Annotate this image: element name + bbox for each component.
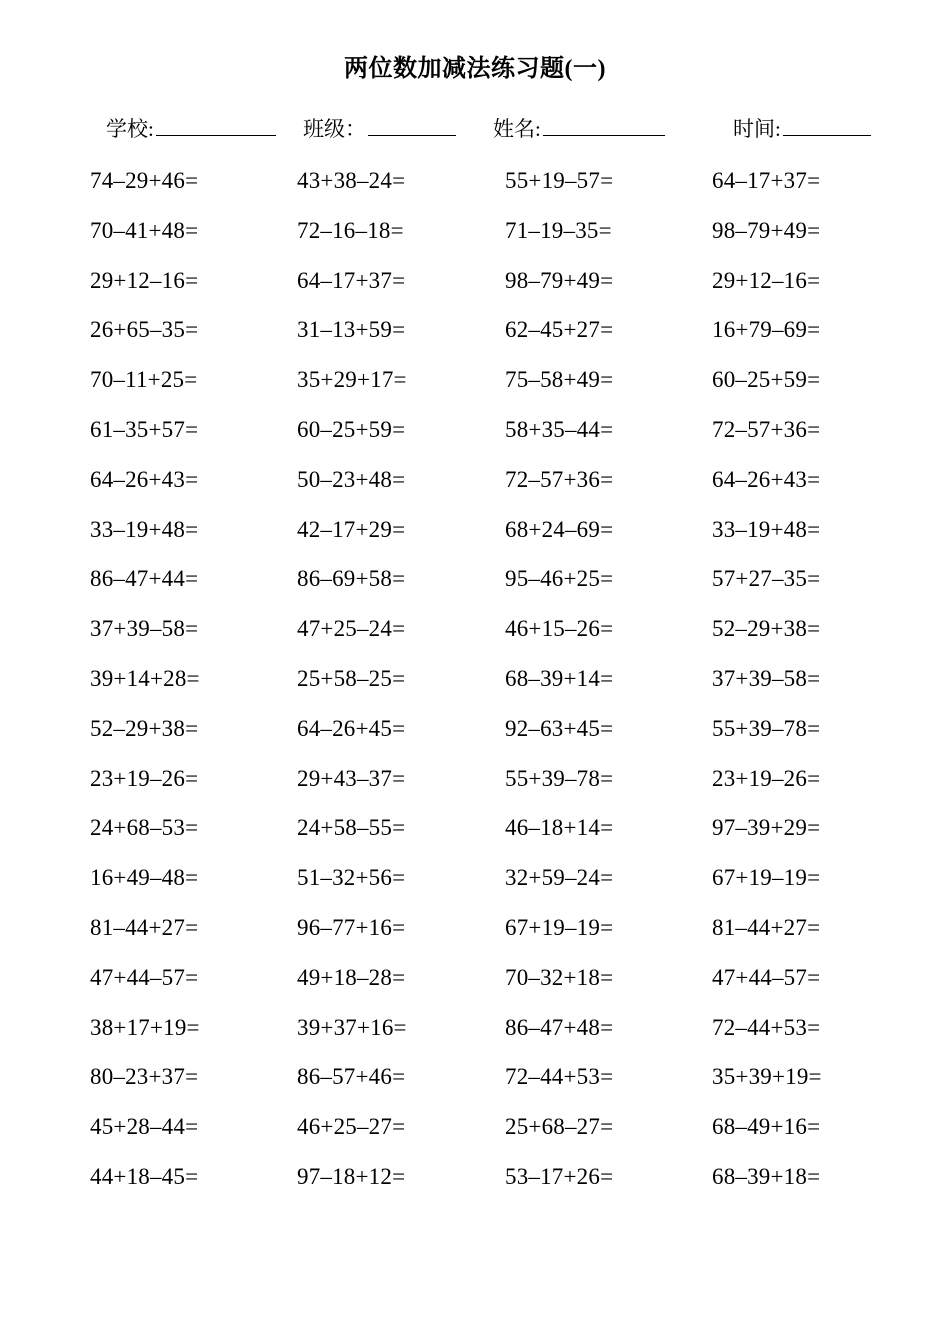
school-label: 学校: — [106, 117, 154, 141]
math-problem: 53–17+26= — [505, 1163, 614, 1189]
class-blank-line[interactable] — [368, 113, 456, 136]
problem-row — [0, 865, 950, 915]
time-label: 时间: — [733, 117, 781, 141]
school-field — [106, 113, 276, 143]
math-problem: 86–57+46= — [297, 1064, 406, 1090]
math-problem: 29+12–16= — [712, 267, 821, 293]
math-problem: 97–18+12= — [297, 1163, 406, 1189]
problem-row — [0, 1164, 950, 1214]
problem-row — [0, 517, 950, 567]
name-label: 姓名: — [493, 117, 541, 141]
math-problem: 45+28–44= — [90, 1114, 199, 1140]
problem-row — [0, 1114, 950, 1164]
math-problem: 98–79+49= — [505, 267, 614, 293]
math-problem: 68–39+18= — [712, 1163, 821, 1189]
name-blank-line[interactable] — [543, 113, 665, 136]
math-problem: 86–47+48= — [505, 1014, 614, 1040]
math-problem: 75–58+49= — [505, 367, 614, 393]
math-problem: 96–77+16= — [297, 914, 406, 940]
math-problem: 42–17+29= — [297, 516, 406, 542]
math-problem: 68+24–69= — [505, 516, 614, 542]
math-problem: 33–19+48= — [90, 516, 199, 542]
problem-row — [0, 965, 950, 1015]
math-problem: 16+49–48= — [90, 865, 199, 891]
math-problem: 60–25+59= — [297, 416, 406, 442]
math-problem: 62–45+27= — [505, 317, 614, 343]
math-problem: 64–26+43= — [712, 466, 821, 492]
math-problem: 39+37+16= — [297, 1014, 407, 1040]
math-problem: 72–16–18= — [297, 217, 404, 243]
math-problem: 55+39–78= — [505, 765, 614, 791]
problem-row — [0, 666, 950, 716]
student-info-row — [0, 113, 950, 143]
problem-row — [0, 367, 950, 417]
math-problem: 25+58–25= — [297, 665, 406, 691]
math-problem: 31–13+59= — [297, 317, 406, 343]
math-problem: 52–29+38= — [90, 715, 199, 741]
problem-row — [0, 1064, 950, 1114]
problem-row — [0, 616, 950, 666]
math-problem: 72–57+36= — [505, 466, 614, 492]
math-problem: 61–35+57= — [90, 416, 199, 442]
problem-row — [0, 218, 950, 268]
math-problem: 35+29+17= — [297, 367, 407, 393]
math-problem: 23+19–26= — [90, 765, 199, 791]
problem-row — [0, 716, 950, 766]
class-field — [303, 113, 456, 143]
math-problem: 55+39–78= — [712, 715, 821, 741]
math-problem: 64–26+45= — [297, 715, 406, 741]
math-problem: 64–17+37= — [297, 267, 406, 293]
math-problem: 47+44–57= — [712, 964, 821, 990]
math-problem: 70–32+18= — [505, 964, 614, 990]
math-problem: 44+18–45= — [90, 1163, 199, 1189]
time-blank-line[interactable] — [783, 113, 871, 136]
math-problem: 55+19–57= — [505, 168, 614, 193]
math-problem: 37+39–58= — [90, 616, 199, 642]
math-problem: 86–69+58= — [297, 566, 406, 592]
problem-row — [0, 1015, 950, 1065]
math-problem: 37+39–58= — [712, 665, 821, 691]
math-problem: 80–23+37= — [90, 1064, 199, 1090]
math-problem: 74–29+46= — [90, 168, 199, 193]
problem-row — [0, 268, 950, 318]
math-problem: 16+79–69= — [712, 317, 821, 343]
math-problem: 39+14+28= — [90, 665, 200, 691]
problem-row — [0, 417, 950, 467]
math-problem: 33–19+48= — [712, 516, 821, 542]
math-problem: 70–41+48= — [90, 217, 199, 243]
problem-row — [0, 168, 950, 218]
math-problem: 95–46+25= — [505, 566, 614, 592]
math-problem: 25+68–27= — [505, 1114, 614, 1140]
page-title: 两位数加减法练习题(一) — [344, 56, 606, 82]
math-problem: 70–11+25= — [90, 367, 198, 393]
math-problem: 97–39+29= — [712, 815, 821, 841]
math-problem: 68–39+14= — [505, 665, 614, 691]
math-problem: 29+43–37= — [297, 765, 406, 791]
math-problem: 57+27–35= — [712, 566, 821, 592]
math-problem: 35+39+19= — [712, 1064, 822, 1090]
math-problem: 68–49+16= — [712, 1114, 821, 1140]
math-problem: 46–18+14= — [505, 815, 614, 841]
math-problem: 81–44+27= — [90, 914, 199, 940]
math-problem: 46+15–26= — [505, 616, 614, 642]
problem-row — [0, 467, 950, 517]
math-problem: 24+58–55= — [297, 815, 406, 841]
math-problem: 50–23+48= — [297, 466, 406, 492]
math-problem: 51–32+56= — [297, 865, 406, 891]
math-problem: 26+65–35= — [90, 317, 199, 343]
math-problem: 32+59–24= — [505, 865, 614, 891]
math-problem: 72–44+53= — [712, 1014, 821, 1040]
math-problem: 60–25+59= — [712, 367, 821, 393]
math-problem: 24+68–53= — [90, 815, 199, 841]
math-problem: 92–63+45= — [505, 715, 614, 741]
problem-row — [0, 566, 950, 616]
problem-row — [0, 815, 950, 865]
math-problem: 64–17+37= — [712, 168, 821, 193]
math-problem: 23+19–26= — [712, 765, 821, 791]
name-field — [493, 113, 665, 143]
math-problem: 67+19–19= — [505, 914, 614, 940]
math-problem: 43+38–24= — [297, 168, 406, 193]
math-problem: 86–47+44= — [90, 566, 199, 592]
math-problem: 67+19–19= — [712, 865, 821, 891]
math-problem: 29+12–16= — [90, 267, 199, 293]
math-problem: 47+44–57= — [90, 964, 199, 990]
time-field — [733, 113, 871, 143]
problem-row — [0, 317, 950, 367]
problem-row — [0, 915, 950, 965]
math-problem: 46+25–27= — [297, 1114, 406, 1140]
math-problem: 47+25–24= — [297, 616, 406, 642]
math-problem: 81–44+27= — [712, 914, 821, 940]
math-problem: 38+17+19= — [90, 1014, 200, 1040]
math-problem: 98–79+49= — [712, 217, 821, 243]
problem-grid — [0, 168, 950, 1214]
math-problem: 58+35–44= — [505, 416, 614, 442]
math-problem: 72–57+36= — [712, 416, 821, 442]
problem-row — [0, 766, 950, 816]
math-problem: 64–26+43= — [90, 466, 199, 492]
class-label: 班级： — [303, 117, 366, 141]
school-blank-line[interactable] — [156, 113, 276, 136]
math-problem: 71–19–35= — [505, 217, 612, 243]
math-problem: 52–29+38= — [712, 616, 821, 642]
math-problem: 72–44+53= — [505, 1064, 614, 1090]
math-problem: 49+18–28= — [297, 964, 406, 990]
